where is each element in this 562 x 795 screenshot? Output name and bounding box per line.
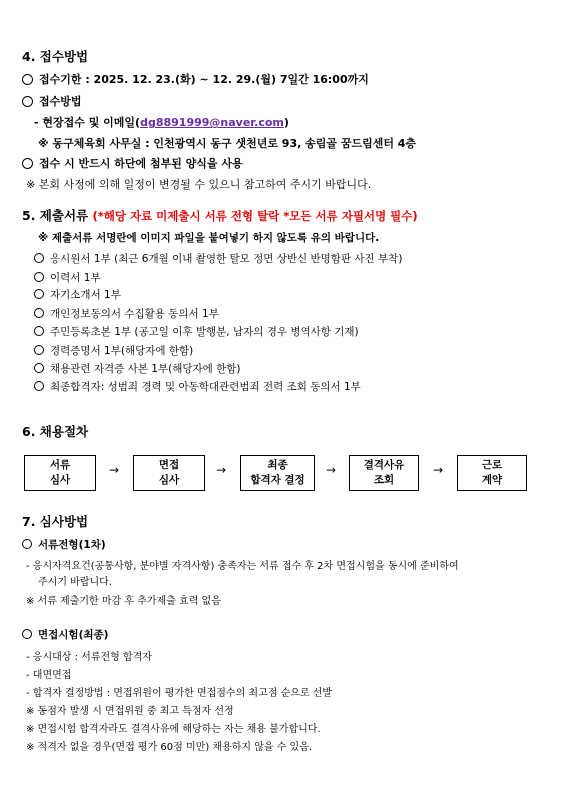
section-5-heading: 5. 제출서류 [22, 208, 89, 223]
doc-item-text: 개인정보동의서 수집활용 동의서 1부 [50, 308, 219, 320]
interview-line: - 응시대상 : 서류전형 합격자 [26, 652, 152, 663]
circle-bullet-icon [34, 308, 44, 318]
circle-bullet-icon [22, 96, 33, 107]
sign-note: ※ 제출서류 서명란에 이미지 파일을 붙여넣기 하지 않도록 유의 바랍니다. [38, 232, 380, 244]
process-step-screening [24, 455, 96, 491]
method-line-suffix: ) [283, 116, 289, 129]
doc-screening-line2: 주시기 바랍니다. [38, 577, 112, 588]
doc-item-text: 최종합격자: 성범죄 경력 및 아동학대관련범죄 전력 조회 동의서 1부 [50, 381, 361, 393]
circle-bullet-icon [22, 629, 32, 639]
circle-bullet-icon [22, 158, 33, 169]
doc-list-item [34, 251, 402, 266]
interview-line: - 합격자 결정방법 : 면접위원이 평가한 면접점수의 최고점 순으로 선발 [26, 688, 333, 699]
interview-note: ※ 적격자 없을 경우(면접 평가 60점 미만) 채용하지 않을 수 있음. [26, 742, 313, 753]
circle-bullet-icon [22, 539, 32, 549]
form-note-item [22, 155, 243, 171]
step-line1: 결격사유 [363, 459, 405, 471]
schedule-notice: ※ 본회 사정에 의해 일정이 변경될 수 있으니 참고하여 주시기 바랍니다. [26, 178, 372, 191]
step-line1: 근로 [481, 459, 503, 471]
interview-note: ※ 면접시험 합격자라도 결격사유에 해당하는 자는 채용 불가합니다. [26, 724, 321, 735]
circle-bullet-icon [34, 253, 44, 263]
arrow-icon: → [216, 463, 227, 477]
doc-item-text: 채용관련 자격증 사본 1부(해당자에 한함) [50, 363, 241, 375]
doc-list-item [34, 287, 121, 302]
arrow-icon: → [433, 463, 444, 477]
doc-list-item [34, 379, 361, 394]
circle-bullet-icon [22, 74, 33, 85]
method-title: 접수방법 [39, 95, 82, 108]
interview-title: 면접시험(최종) [38, 629, 109, 641]
doc-screening-title-item [22, 537, 106, 552]
method-line-prefix: - 현장접수 및 이메일( [34, 116, 141, 129]
deadline-text: 접수기한 : 2025. 12. 23.(화) ~ 12. 29.(월) 7일간 16:00까지 [39, 73, 369, 86]
section-5-heading-line [22, 206, 418, 224]
doc-list-item [34, 324, 359, 339]
doc-item-text: 자기소개서 1부 [50, 289, 121, 301]
process-step-contract [457, 455, 527, 491]
method-title-item [22, 93, 82, 109]
section-4-heading: 4. 접수방법 [22, 49, 89, 64]
email-link[interactable]: dg8891999@naver.com [140, 116, 284, 129]
form-note-text: 접수 시 반드시 하단에 첨부된 양식을 사용 [39, 157, 243, 170]
step-line2: 심사 [49, 474, 71, 486]
section-7-heading: 7. 심사방법 [22, 514, 89, 529]
interview-note: ※ 동점자 발생 시 면접위원 중 최고 득점자 선정 [26, 706, 234, 717]
step-line1: 최종 [267, 459, 288, 471]
doc-item-text: 경력증명서 1부(해당자에 한함) [50, 345, 194, 357]
arrow-icon: → [326, 463, 337, 477]
circle-bullet-icon [34, 363, 44, 373]
doc-item-text: 주민등록초본 1부 (공고일 이후 발행분, 남자의 경우 병역사항 기재) [50, 326, 359, 338]
doc-list-item [34, 306, 219, 321]
step-line2: 심사 [158, 474, 180, 486]
process-step-final [240, 455, 315, 491]
doc-screening-note: ※ 서류 제출기한 마감 후 추가제출 효력 없음 [26, 596, 221, 607]
method-line [34, 114, 289, 130]
interview-title-item [22, 627, 108, 642]
step-line1: 서류 [49, 459, 71, 471]
circle-bullet-icon [34, 272, 44, 282]
doc-list-item [34, 361, 241, 376]
deadline-item [22, 71, 369, 87]
doc-list-item [34, 343, 193, 358]
doc-list-item [34, 270, 101, 285]
office-address: ※ 동구체육회 사무실 : 인천광역시 동구 샛천년로 93, 송림골 꿈드림센터 4층 [38, 137, 417, 150]
process-step-interview [133, 455, 205, 491]
interview-line: - 대면면접 [26, 670, 72, 681]
process-step-disqualification [349, 455, 419, 491]
doc-item-text: 응시원서 1부 (최근 6개월 이내 촬영한 탈모 정면 상반신 반명함판 사진 부착) [50, 253, 403, 265]
step-line1: 면접 [158, 459, 180, 471]
doc-screening-title: 서류전형(1차) [38, 539, 106, 551]
arrow-icon: → [109, 463, 120, 477]
submission-warning: (*해당 자료 미제출시 서류 전형 탈락 *모든 서류 자필서명 필수) [92, 209, 418, 223]
circle-bullet-icon [34, 289, 44, 299]
doc-item-text: 이력서 1부 [50, 272, 101, 284]
doc-screening-line1: - 응시자격요건(공통사항, 분야별 자격사항) 충족자는 서류 접수 후 2차 면접시험을 동시에 준비하여 [26, 561, 459, 572]
section-6-heading: 6. 채용절차 [22, 424, 89, 439]
circle-bullet-icon [34, 345, 44, 355]
step-line2: 합격자 결정 [250, 474, 305, 486]
step-line2: 조회 [373, 474, 395, 486]
circle-bullet-icon [34, 326, 44, 336]
step-line2: 계약 [481, 474, 503, 486]
circle-bullet-icon [34, 381, 44, 391]
